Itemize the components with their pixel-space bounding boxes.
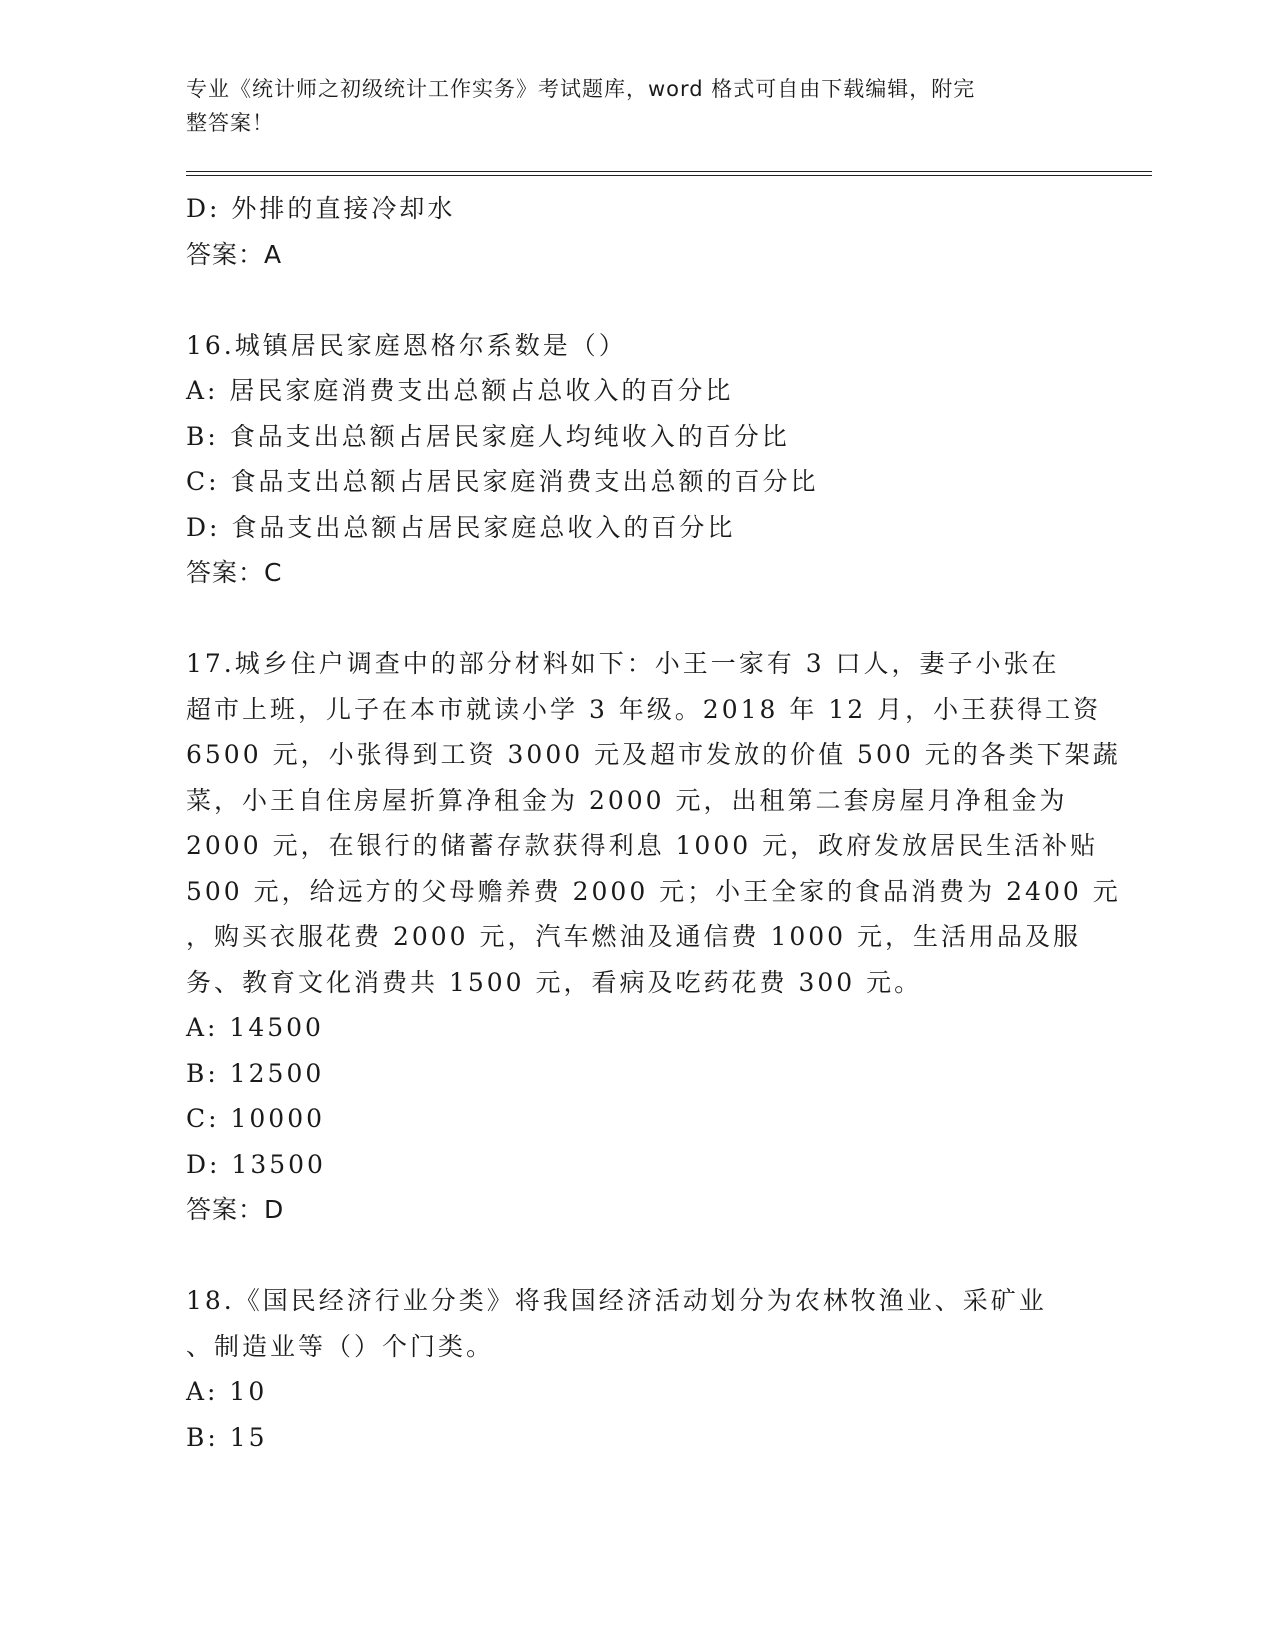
- q17-stem-line: 17.城乡住户调查中的部分材料如下：小王一家有 3 口人，妻子小张在: [186, 649, 1060, 678]
- spacer: [186, 596, 1086, 642]
- q17-stem-line: 菜，小王自住房屋折算净租金为 2000 元，出租第二套房屋月净租金为: [186, 785, 1068, 815]
- q17-option-b: B: 12500: [186, 1058, 325, 1088]
- page-header: [186, 72, 1066, 140]
- header-rule-bottom: [186, 175, 1152, 176]
- q18-option-a: A: 10: [186, 1377, 268, 1406]
- q17-stem-line: 500 元，给远方的父母赡养费 2000 元；小王全家的食品消费为 2400 元: [186, 876, 1121, 906]
- q16-option-a: A: 居民家庭消费支出总额占总收入的百分比: [186, 376, 734, 405]
- prev-answer: 答案：A: [186, 239, 283, 269]
- q16-stem: 16.城镇居民家庭恩格尔系数是（）: [186, 330, 627, 360]
- q18-stem-line: 、制造业等（）个门类。: [186, 1331, 495, 1361]
- spacer: [186, 277, 1086, 323]
- q17-answer: 答案：D: [186, 1195, 285, 1224]
- spacer: [186, 1233, 1086, 1279]
- q17-stem-line: 务、教育文化消费共 1500 元，看病及吃药花费 300 元。: [186, 967, 923, 997]
- q17-option-c: C: 10000: [186, 1104, 326, 1133]
- q16-option-c: C: 食品支出总额占居民家庭消费支出总额的百分比: [186, 467, 819, 496]
- q17-option-d: D: 13500: [186, 1149, 326, 1179]
- prev-option-d: D: 外排的直接冷却水: [186, 194, 456, 223]
- q17-stem-line: 超市上班，儿子在本市就读小学 3 年级。2018 年 12 月，小王获得工资: [186, 694, 1102, 724]
- q17-stem-line: 6500 元，小张得到工资 3000 元及超市发放的价值 500 元的各类下架蔬: [186, 740, 1121, 769]
- header-line-1: 专业《统计师之初级统计工作实务》考试题库，word 格式可自由下载编辑，附完: [186, 77, 976, 101]
- header-rule-top: [186, 171, 1152, 172]
- q18-option-b: B: 15: [186, 1422, 268, 1452]
- q17-stem-line: ，购买衣服花费 2000 元，汽车燃油及通信费 1000 元，生活用品及服: [186, 922, 1082, 951]
- q16-option-d: D: 食品支出总额占居民家庭总收入的百分比: [186, 512, 736, 542]
- q17-stem-line: 2000 元，在银行的储蓄存款获得利息 1000 元，政府发放居民生活补贴: [186, 831, 1099, 860]
- q16-option-b: B: 食品支出总额占居民家庭人均纯收入的百分比: [186, 421, 790, 451]
- q17-option-a: A: 14500: [186, 1013, 324, 1042]
- document-body: [186, 186, 1121, 1460]
- q16-answer: 答案：C: [186, 558, 283, 587]
- header-line-2: 整答案！: [186, 111, 274, 135]
- q18-stem-line: 18.《国民经济行业分类》将我国经济活动划分为农林牧渔业、采矿业: [186, 1286, 1047, 1315]
